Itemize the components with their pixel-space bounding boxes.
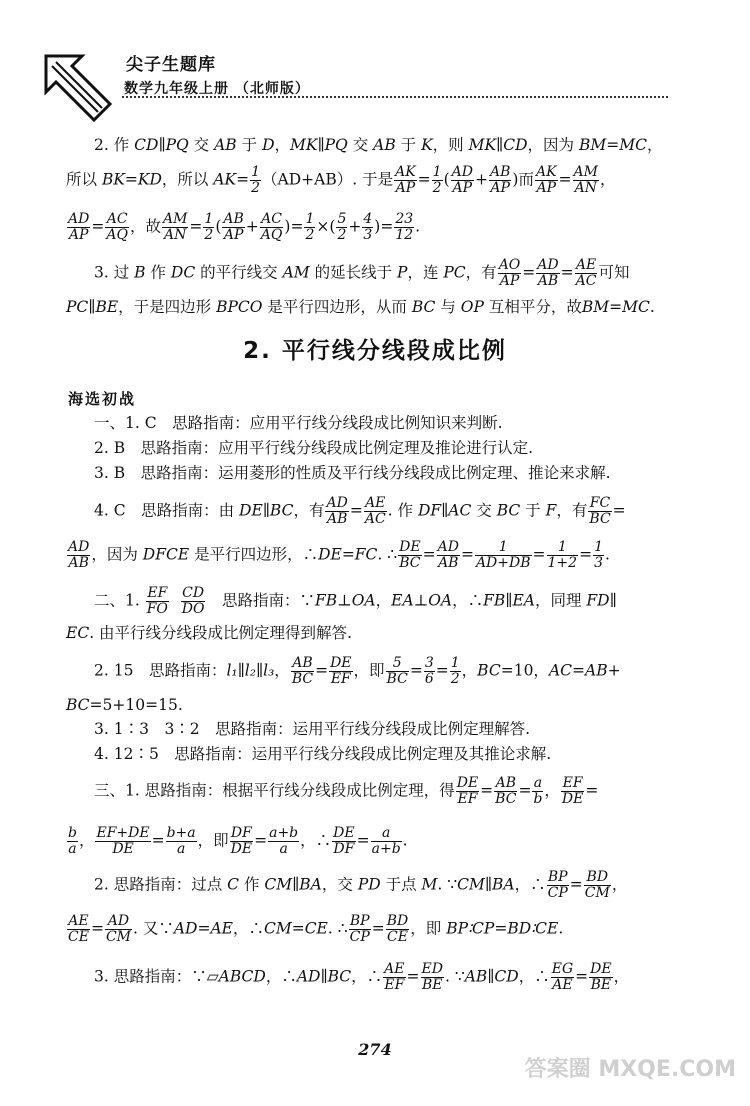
page-number: 274 [358, 1040, 392, 1059]
fraction: $\frac{4}{3}$ [363, 211, 373, 243]
fraction: $\frac{EG}{AE}$ [551, 961, 574, 993]
answer-line: 2. B 思路指南：应用平行线分线段成比例定理及推论进行认定. [94, 439, 534, 457]
fraction: $\frac{5}{BC}$ [386, 655, 408, 687]
fraction: $\frac{b+a}{a}$ [166, 825, 196, 857]
fraction: $\frac{AD}{AB}$ [326, 495, 348, 527]
fraction: $\frac{AD}{AP}$ [451, 164, 473, 196]
fraction: $\frac{FC}{BC}$ [589, 495, 611, 527]
fraction: $\frac{DE}{EF}$ [456, 775, 479, 807]
answer-line: BC=5+10=15. [66, 696, 183, 714]
fraction: $\frac{5}{2}$ [337, 211, 347, 243]
answer-line: 3. 1∶3 3∶2 思路指南：运用平行线分线段成比例定理解答. [94, 720, 531, 738]
fraction: $\frac{1}{2}$ [432, 164, 442, 196]
fraction: $\frac{AD}{AB}$ [537, 257, 559, 289]
fraction: $\frac{BP}{CP}$ [547, 869, 568, 901]
subsection-title: 海选初战 [68, 390, 137, 408]
section-title: 2. 平行线分线段成比例 [243, 338, 507, 364]
fraction: $\frac{AE}{AC}$ [364, 495, 386, 527]
fraction: $\frac{1}{1+2}$ [547, 539, 578, 571]
fraction: $\frac{AB}{BC}$ [291, 655, 314, 687]
text-line: 所以 BK=KD，所以 AK= $\frac{1}{2}$ （AD+AB）. 于是 $\frac{AK}{AP}$ = $\frac{1}{2}$ ( $\frac{AD}{AP}$ + $\frac{AB}{AP}$ )而 $\frac{AK}{AP}$ = $\frac{AM}{AN}$ ， [66, 164, 616, 196]
fraction: $\frac{EF+DE}{DE}$ [96, 825, 150, 857]
fraction: $\frac{a}{b}$ [533, 775, 543, 807]
fraction: $\frac{AB}{BC}$ [495, 775, 517, 807]
text-line: $\frac{AD}{AP}$ = $\frac{AC}{AQ}$ ，故 $\frac{AM}{AN}$ = $\frac{1}{2}$ ( $\frac{AB}{AP}$ + $\frac{AC}{AQ}$ )= $\frac{1}{2}$ ×( $\frac{5}{2}$ + $\frac{4}{3}$ )= $\frac{23}{12}$ . [68, 211, 421, 243]
text-line: PC∥BE，于是四边形 BPCO 是平行四边形，从而 BC 与 OP 互相平分，故BM=MC. [66, 298, 655, 316]
fraction: $\frac{EF}{FO}$ [146, 585, 168, 617]
fraction: $\frac{AE}{EF}$ [384, 961, 405, 993]
answer-line: 2. 思路指南：过点 C 作 CM∥BA，交 PD 于点 M. ∵CM∥BA，∴ $\frac{BP}{CP}$ = $\frac{BD}{CM}$ ， [94, 869, 628, 901]
fraction: $\frac{DE}{DF}$ [333, 825, 355, 857]
fraction: $\frac{3}{6}$ [424, 655, 434, 687]
fraction: $\frac{DE}{BC}$ [399, 539, 421, 571]
answer-line: 3. B 思路指南：运用菱形的性质及平行线分线段成比例定理、推论来求解. [94, 464, 611, 482]
fraction: $\frac{AE}{AC}$ [575, 257, 597, 289]
fraction: $\frac{b}{a}$ [68, 825, 77, 857]
fraction: $\frac{1}{AD+DB}$ [475, 539, 531, 571]
fraction: $\frac{AE}{CE}$ [68, 913, 89, 945]
answer-line: $\frac{AE}{CE}$ = $\frac{AD}{CM}$ . 又∵AD=AE，∴CM=CE. ∴ $\frac{BP}{CP}$ = $\frac{BD}{CE}$ ，即 BP∶CP=BD∶CE. [68, 913, 564, 945]
text-line: 2. 作 CD∥PQ 交 AB 于 D，MK∥PQ 交 AB 于 K，则 MK∥CD，因为 BM=MC， [94, 136, 663, 154]
fraction: $\frac{AC}{AQ}$ [106, 211, 128, 243]
fraction: $\frac{AK}{AP}$ [395, 164, 416, 196]
fraction: $\frac{AD}{AP}$ [68, 211, 90, 243]
text-line: 3. 过 B 作 DC 的平行线交 AM 的延长线于 P，连 PC，有 $\frac{AO}{AP}$ = $\frac{AD}{AB}$ = $\frac{AE}{AC}$ 可知 [94, 257, 630, 289]
fraction: $\frac{AM}{AN}$ [162, 211, 188, 243]
fraction: $\frac{AD}{AB}$ [437, 539, 459, 571]
fraction: $\frac{AC}{AQ}$ [260, 211, 283, 243]
fraction: $\frac{DE}{BE}$ [590, 961, 612, 993]
book-subtitle: 数学九年级上册 （北师版） [124, 81, 310, 97]
fraction: $\frac{AO}{AP}$ [498, 257, 521, 289]
answer-line: 一、1. C 思路指南：应用平行线分线段成比例知识来判断. [94, 414, 503, 432]
fraction: $\frac{23}{12}$ [395, 211, 414, 243]
fraction: $\frac{1}{3}$ [594, 539, 603, 571]
answer-line: 4. 12∶5 思路指南：运用平行线分线段成比例定理及其推论求解. [94, 745, 552, 763]
fraction: $\frac{DF}{DE}$ [230, 825, 253, 857]
fraction: $\frac{a}{a+b}$ [371, 825, 401, 857]
fraction: $\frac{ED}{BE}$ [421, 961, 443, 993]
fraction: $\frac{AD}{AB}$ [68, 539, 90, 571]
fraction: $\frac{DE}{EF}$ [330, 655, 352, 687]
fraction: $\frac{AD}{CM}$ [105, 913, 131, 945]
watermark-logo: 答案圈 MXQE.COM [524, 1057, 736, 1082]
answer-line: 二、1. $\frac{EF}{FO}$ $\frac{CD}{DO}$ 思路指南：∵FB⊥OA，EA⊥OA，∴FB∥EA，同理 FD∥ [94, 585, 617, 617]
answer-line: 4. C 思路指南：由 DE∥BC，有 $\frac{AD}{AB}$ = $\frac{AE}{AC}$ . 作 DF∥AC 交 BC 于 F，有 $\frac{FC}{BC}$ = [94, 495, 626, 527]
fraction: $\frac{1}{2}$ [251, 164, 261, 196]
fraction: $\frac{a+b}{a}$ [269, 825, 299, 857]
book-title: 尖子生题库 [126, 55, 216, 75]
answer-line: $\frac{AD}{AB}$ ，因为 DFCE 是平行四边形，∴DE=FC. ∴ $\frac{DE}{BC}$ = $\frac{AD}{AB}$ = $\frac{1}{AD+DB}$ = $\frac{1}{1+2}$ = $\frac{1}{3}$ . [68, 539, 610, 571]
fraction: $\frac{EF}{DE}$ [561, 775, 584, 807]
fraction: $\frac{BD}{CE}$ [386, 913, 409, 945]
answer-line: 3. 思路指南：∵▱ABCD，∴AD∥BC，∴ $\frac{AE}{EF}$ = $\frac{ED}{BE}$ . ∵AB∥CD，∴ $\frac{EG}{AE}$ = $\frac{DE}{BE}$ ， [94, 961, 630, 993]
fraction: $\frac{AK}{AP}$ [535, 164, 557, 196]
answer-line: EC. 由平行线分线段成比例定理得到解答. [66, 624, 352, 642]
answer-line: 三、1. 思路指南：根据平行线分线段成比例定理，得 $\frac{DE}{EF}$ = $\frac{AB}{BC}$ = $\frac{a}{b}$ ， $\frac{EF}{DE}$ = [94, 775, 599, 807]
fraction: $\frac{1}{2}$ [450, 655, 460, 687]
answer-line: 2. 15 思路指南：l₁∥l₂∥l₃， $\frac{AB}{BC}$ = $\frac{DE}{EF}$ ，即 $\frac{5}{BC}$ = $\frac{3}{6}$ = $\frac{1}{2}$ ，BC=10，AC=AB+ [94, 655, 621, 687]
fraction: $\frac{AB}{AP}$ [489, 164, 511, 196]
fraction: $\frac{BP}{CP}$ [349, 913, 370, 945]
fraction: $\frac{1}{2}$ [305, 211, 315, 243]
fraction: $\frac{BD}{CM}$ [584, 869, 610, 901]
fraction: $\frac{1}{2}$ [204, 211, 214, 243]
arrow-logo-icon [42, 52, 114, 124]
fraction: $\frac{AB}{AP}$ [223, 211, 244, 243]
fraction: $\frac{AM}{AN}$ [573, 164, 598, 196]
fraction: $\frac{CD}{DO}$ [181, 585, 205, 617]
answer-line: $\frac{b}{a}$ ， $\frac{EF+DE}{DE}$ = $\frac{b+a}{a}$ ，即 $\frac{DF}{DE}$ = $\frac{a+b}{a}$ ，∴ $\frac{DE}{DF}$ = $\frac{a}{a+b}$ . [68, 825, 408, 857]
header-divider [122, 96, 668, 98]
